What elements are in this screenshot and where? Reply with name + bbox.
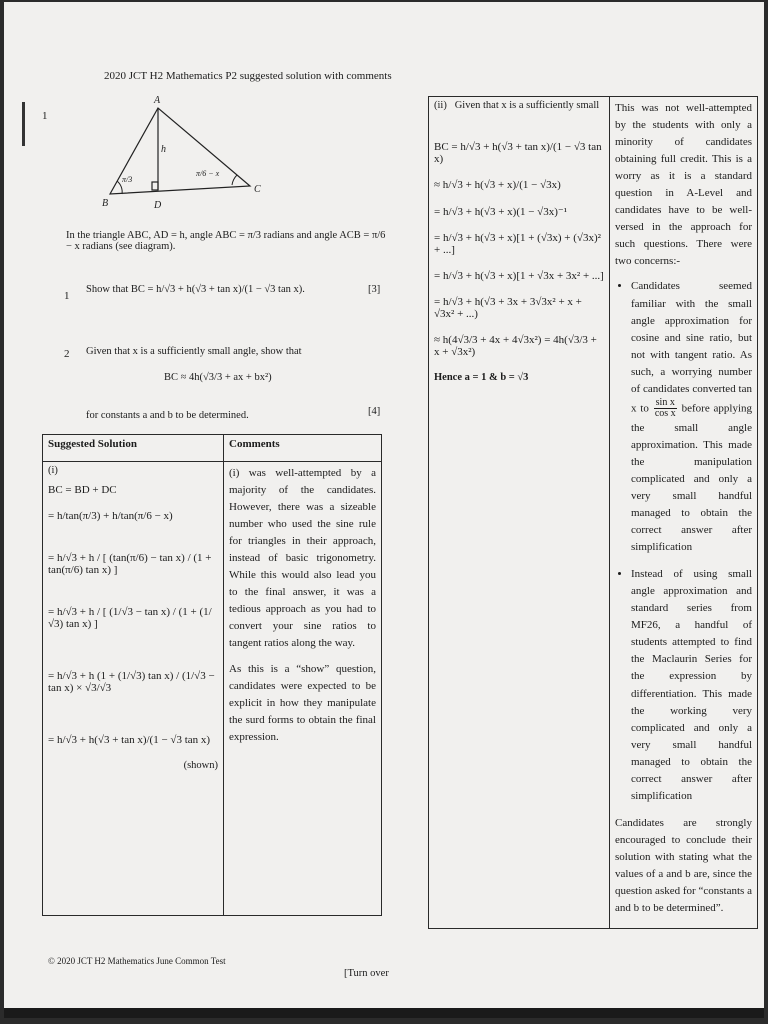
part1-label: 1	[64, 290, 70, 302]
comment-bullet-1	[631, 278, 752, 556]
header-suggested-solution: Suggested Solution	[43, 435, 224, 462]
part2-tail: for constants a and b to be determined.	[86, 410, 249, 421]
label-angle-c: π/6 − x	[196, 169, 220, 178]
solution-cell-part-i	[43, 462, 224, 916]
footer-turn-over: [Turn over	[344, 968, 389, 979]
step-3: = h/√3 + h / [ (tan(π/6) − tan x) / (1 + tan(π/6) tan x) ]	[48, 552, 212, 576]
part2-text: Given that x is a sufficiently small angle, show that	[86, 346, 302, 357]
page-title: 2020 JCT H2 Mathematics P2 suggested solution with comments	[104, 70, 392, 82]
angle-c-arc	[232, 175, 237, 185]
solution-table-part-ii	[428, 96, 758, 929]
comment-part-ii-intro: This was not well-attempted by the students with only a minority of candidates obtaining full credit. This is a worry as it is a standard question in A-Level and candidates have to be well-versed in the approach for such questions. There were two concerns:-	[615, 102, 752, 268]
shown-tag: (shown)	[183, 760, 218, 771]
label-c: C	[254, 184, 261, 195]
sinx-over-cosx	[654, 398, 677, 420]
frac-numerator: sin x	[655, 396, 675, 408]
page-bottom-edge	[4, 1008, 764, 1018]
part-ii-given: Given that x is a sufficiently small	[454, 100, 600, 111]
header-comments: Comments	[224, 435, 382, 462]
comment-closing: Candidates are strongly encouraged to conclude their solution with stating what the values of a and b are, since the question asked for “constants a and b to be determined”.	[615, 816, 752, 915]
ii-step-2: ≈ h/√3 + h(√3 + x)/(1 − √3x)	[434, 179, 561, 191]
comment-bullets	[615, 278, 752, 804]
label-angle-b: π/3	[122, 175, 133, 184]
part-i-label: (i)	[48, 465, 58, 476]
question-intro: In the triangle ABC, AD = h, angle ABC = π/3 radians and angle ACB = π/6 − x radians (see diagram).	[66, 230, 386, 252]
label-d: D	[154, 200, 162, 211]
bullet1-text-a: Candidates seemed familiar with the small angle approximation for cosine and sine ratio, but not with tangent ratio. As such, a worrying number of candidates converted tan x to	[631, 280, 752, 415]
comment-part-i-2: As this is a “show” question, candidates were expected to be explicit in how they manipulate the surd forms to obtain the final expression.	[229, 662, 376, 743]
label-a: A	[154, 95, 161, 106]
footer-copyright: © 2020 JCT H2 Mathematics June Common Test	[48, 956, 226, 966]
ii-step-3: = h/√3 + h(√3 + x)(1 − √3x)⁻¹	[434, 206, 567, 218]
triangle-diagram	[100, 90, 270, 212]
part2-label: 2	[64, 348, 70, 360]
hence-result: Hence a = 1 & b = √3	[434, 372, 529, 383]
part2-marks: [4]	[368, 406, 381, 417]
frac-denominator: cos x	[654, 408, 676, 420]
ii-step-1: BC = h/√3 + h(√3 + tan x)/(1 − √3 tan x)	[434, 141, 602, 165]
step-1: BC = BD + DC	[48, 484, 117, 496]
step-2: = h/tan(π/3) + h/tan(π/6 − x)	[48, 510, 173, 522]
ii-step-7: ≈ h(4√3/3 + 4x + 4√3x²) = 4h(√3/3 + x + √3x²)	[434, 334, 597, 358]
bullet1-text-b: before applying the small angle approximation. This made the manipulation complicated and only a very small handful managed to obtain the correct answer after simplification	[631, 402, 753, 554]
step-5: = h/√3 + h (1 + (1/√3) tan x) / (1/√3 − tan x) × √3/√3	[48, 670, 215, 694]
ii-step-6: = h/√3 + h(√3 + 3x + 3√3x² + x + √3x² + ...)	[434, 296, 582, 320]
solution-cell-part-ii	[429, 97, 610, 929]
step-6: = h/√3 + h(√3 + tan x)/(1 − √3 tan x)	[48, 734, 211, 746]
part1-marks: [3]	[368, 284, 381, 295]
comment-bullet-2: • Instead of using small angle approximation and standard series from MF26, a handful of students attempted to find the Maclaurin Series for the expression by differentiation. This made the working very complicated and only a very small handful managed to obtain the correct answer after simplification	[631, 566, 752, 805]
label-b: B	[102, 198, 109, 209]
label-h: h	[161, 144, 166, 155]
comments-cell-part-ii	[610, 97, 758, 929]
comments-cell-part-i	[224, 462, 382, 916]
question-number: 1	[42, 110, 48, 122]
margin-mark	[22, 102, 25, 146]
right-angle-marker	[152, 182, 158, 190]
ii-step-5: = h/√3 + h(√3 + x)[1 + √3x + 3x² + ...]	[434, 270, 604, 282]
exam-page	[4, 2, 764, 1018]
comment-part-i-1: (i) was well-attempted by a majority of the candidates. However, there was a sizeable number who used the sine rule for triangles in their approach, instead of basic trigonometry. While this would also lead you to the final answer, it was a tedious approach as you had to convert your sine ratios to tangent ratios along the way.	[229, 467, 376, 650]
part2-expression: BC ≈ 4h(√3/3 + ax + bx²)	[164, 372, 272, 383]
ii-step-4: = h/√3 + h(√3 + x)[1 + (√3x) + (√3x)² + ...]	[434, 232, 601, 256]
step-4: = h/√3 + h / [ (1/√3 − tan x) / (1 + (1/√3) tan x) ]	[48, 606, 212, 630]
part-ii-label: (ii)	[434, 100, 447, 111]
solution-table-part-i	[42, 434, 382, 916]
part1-text: Show that BC = h/√3 + h(√3 + tan x)/(1 − √3 tan x).	[86, 284, 305, 295]
